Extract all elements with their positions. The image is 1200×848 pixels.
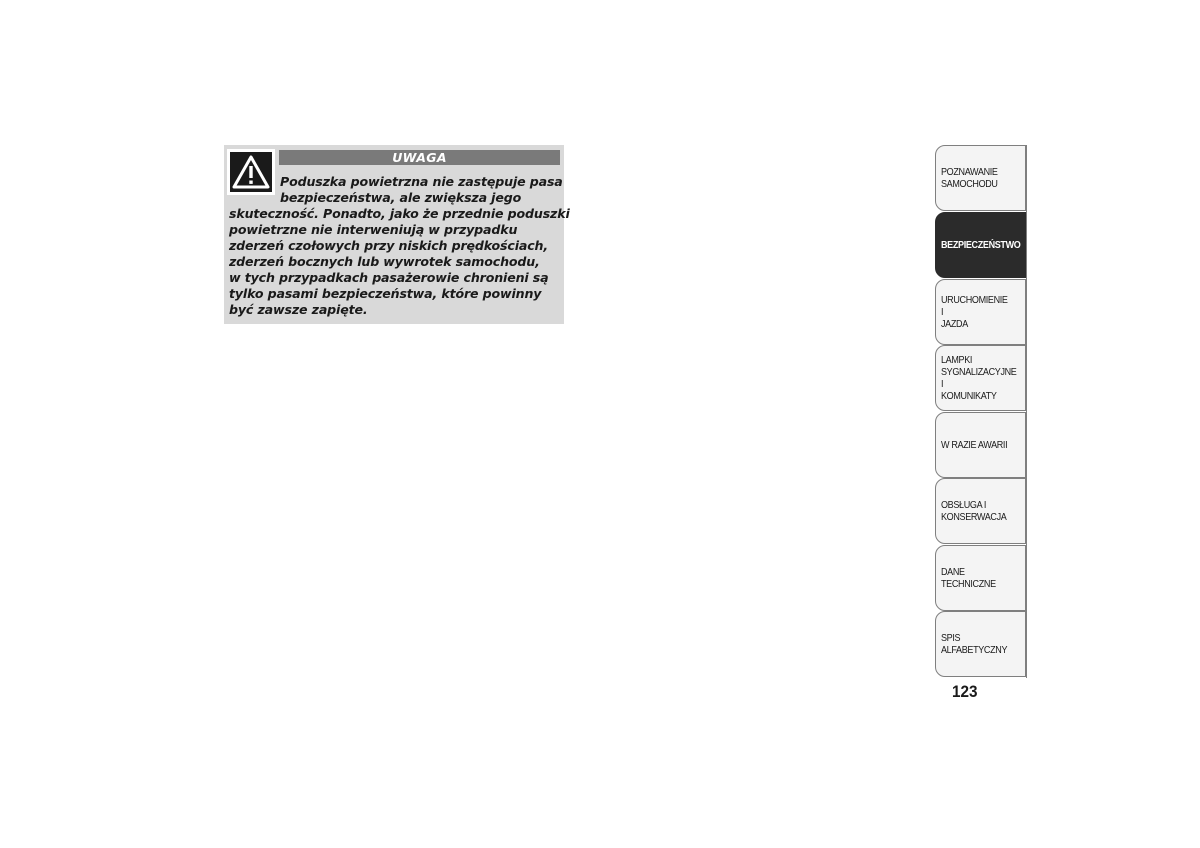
page-number: 123: [952, 682, 978, 701]
warning-text-line: powietrzne nie interweniują w przypadku: [229, 222, 518, 237]
warning-text-line: zderzeń czołowych przy niskich prędkościach,: [229, 238, 548, 253]
tab-dane-techniczne[interactable]: DANE TECHNICZNE: [935, 545, 1026, 611]
warning-text-line: być zawsze zapięte.: [229, 302, 368, 317]
warning-box: [224, 145, 570, 324]
tabs-edge-rule: [1026, 145, 1027, 678]
warning-title: UWAGA: [279, 150, 560, 165]
warning-triangle-icon: [230, 152, 272, 192]
warning-text-line: skuteczność. Ponadto, jako że przednie poduszki: [229, 206, 570, 221]
warning-text-line: w tych przypadkach pasażerowie chronieni są: [229, 270, 549, 285]
tab-lampki-sygnalizacyjne[interactable]: LAMPKI SYGNALIZACYJNE I KOMUNIKATY: [935, 345, 1026, 411]
warning-icon-frame: [227, 149, 275, 195]
tab-poznawanie-samochodu[interactable]: POZNAWANIE SAMOCHODU: [935, 145, 1026, 211]
warning-text-line: tylko pasami bezpieczeństwa, które powinny: [229, 286, 542, 301]
tab-bezpieczenstwo[interactable]: BEZPIECZEŃSTWO: [935, 212, 1026, 278]
warning-text-line: bezpieczeństwa, ale zwiększa jego: [280, 190, 522, 205]
tab-uruchomienie-jazda[interactable]: URUCHOMIENIE I JAZDA: [935, 279, 1026, 345]
tab-obsluga-konserwacja[interactable]: OBSŁUGA I KONSERWACJA: [935, 478, 1026, 544]
warning-text-line: Poduszka powietrzna nie zastępuje pasa: [280, 174, 563, 189]
tab-w-razie-awarii[interactable]: W RAZIE AWARII: [935, 412, 1026, 478]
warning-text-line: zderzeń bocznych lub wywrotek samochodu,: [229, 254, 540, 269]
tab-spis-alfabetyczny[interactable]: SPIS ALFABETYCZNY: [935, 611, 1026, 677]
